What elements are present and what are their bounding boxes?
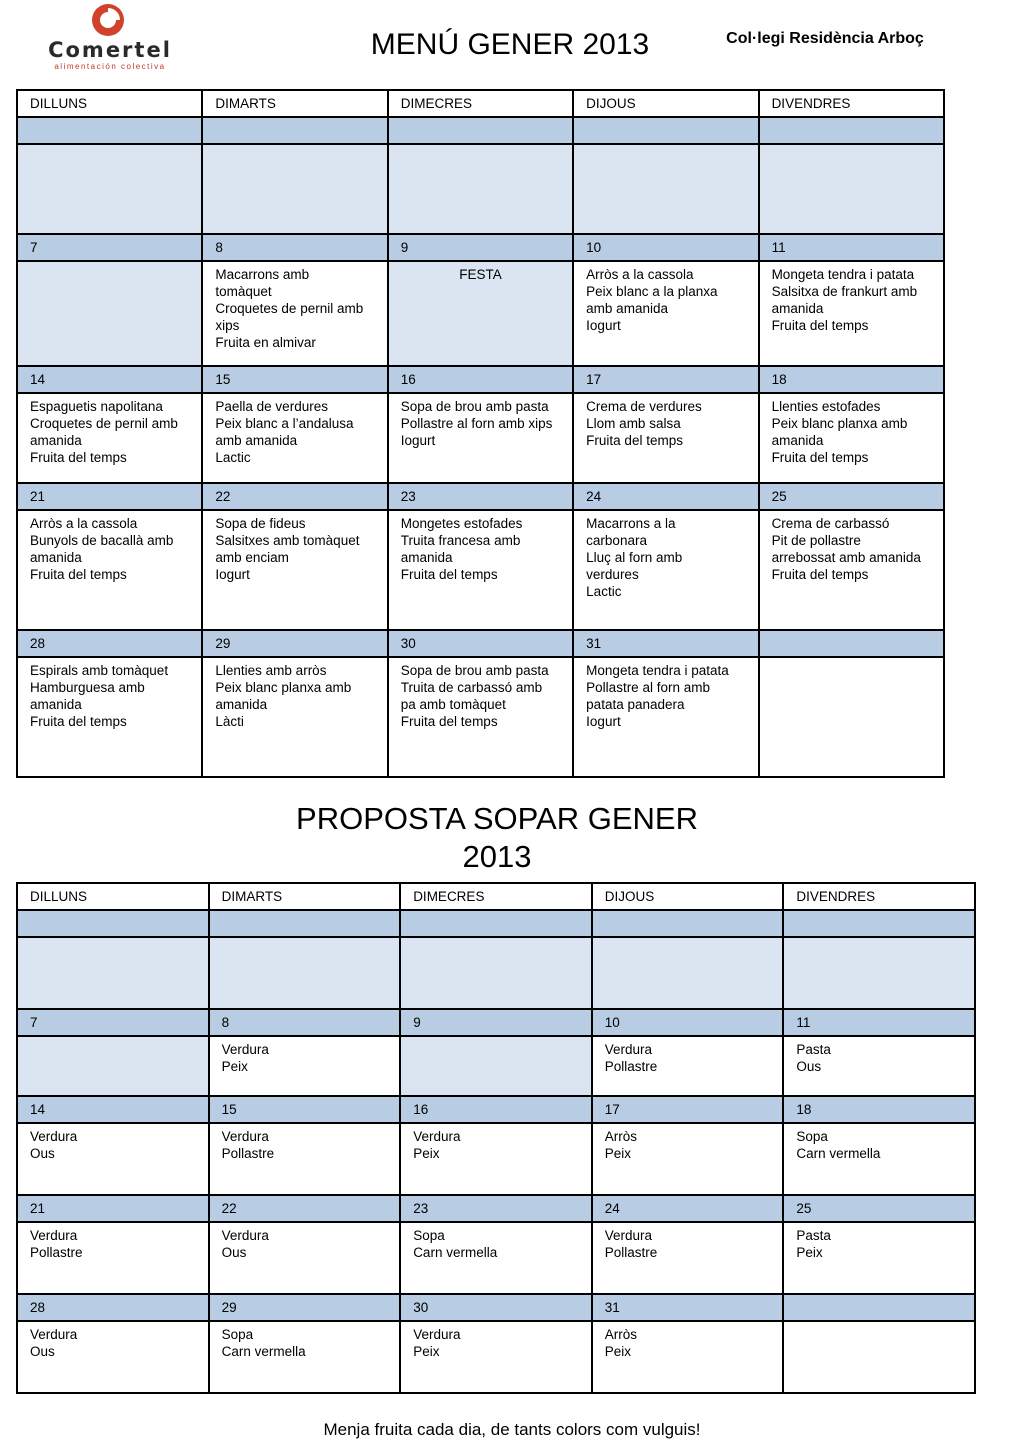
meal-row — [17, 1036, 975, 1096]
meal-cell — [573, 393, 758, 483]
meal-item: Pollastre — [604, 1245, 658, 1260]
day-header-dimarts: DIMARTS — [209, 883, 401, 910]
day-header-dilluns: DILLUNS — [17, 90, 202, 117]
meal-cell — [388, 510, 573, 630]
meal-row — [17, 1321, 975, 1393]
meal-item: Peix — [413, 1146, 440, 1161]
meal-item: Ous — [221, 1245, 247, 1260]
meal-item: pa amb tomàquet — [400, 697, 506, 712]
meal-item: Arròs — [604, 1129, 638, 1144]
meal-item: verdures — [586, 567, 639, 582]
meal-item: Làcti — [215, 714, 244, 729]
meal-item: amb enciam — [215, 550, 289, 565]
school-name: Col·legi Residència Arboç — [726, 30, 924, 47]
meal-item: Fruita del temps — [771, 567, 869, 582]
meal-item: Fruita en almivar — [215, 335, 316, 350]
date-number: 8 — [209, 1009, 401, 1036]
meal-cell — [783, 1123, 975, 1195]
date-number: 16 — [400, 1096, 592, 1123]
meal-item: amanida — [215, 697, 268, 712]
date-number: 21 — [17, 483, 202, 510]
meal-item: Macarrons amb — [215, 267, 310, 282]
meal-item: Fruita del temps — [30, 567, 127, 582]
meal-item: Peix blanc planxa amb — [215, 680, 352, 695]
day-header-dijous: DIJOUS — [573, 90, 758, 117]
meal-item: Iogurt — [215, 567, 250, 582]
day-header-dimarts: DIMARTS — [202, 90, 387, 117]
date-number: 14 — [17, 366, 202, 393]
meal-item: Sopa — [221, 1327, 254, 1342]
meal-item: Pollastre al forn amb xips — [400, 416, 553, 431]
meal-item: Lluç al forn amb — [586, 550, 683, 565]
meal-item: Pollastre — [604, 1059, 658, 1074]
meal-cell — [388, 144, 573, 234]
meal-cell — [17, 1321, 209, 1393]
meal-item: Iogurt — [400, 433, 436, 448]
meal-item: Iogurt — [586, 318, 621, 333]
date-number: 25 — [783, 1195, 975, 1222]
date-number: 7 — [17, 234, 202, 261]
date-number — [209, 910, 401, 937]
date-row — [17, 1009, 975, 1036]
meal-item: Bunyols de bacallà amb — [30, 533, 174, 548]
meal-cell — [209, 1123, 401, 1195]
meal-item: xips — [215, 318, 240, 333]
meal-item: Sopa de brou amb pasta — [400, 663, 549, 678]
meal-item: arrebossat amb amanida — [771, 550, 921, 565]
meal-cell — [783, 1321, 975, 1393]
meal-item: Fruita del temps — [771, 318, 869, 333]
meal-row — [17, 1222, 975, 1294]
date-number: 15 — [209, 1096, 401, 1123]
comertel-logo — [40, 2, 180, 72]
meal-item: Pit de pollastre — [771, 533, 861, 548]
date-number: 9 — [388, 234, 573, 261]
logo-brand: Comertel — [48, 38, 172, 62]
meal-cell — [17, 657, 202, 777]
day-header-divendres: DIVENDRES — [783, 883, 975, 910]
meal-row — [17, 657, 944, 777]
meal-cell — [400, 937, 592, 1009]
meal-row — [17, 937, 975, 1009]
meal-item: Verdura — [30, 1327, 78, 1342]
meal-item: Verdura — [413, 1129, 461, 1144]
meal-item: Croquetes de pernil amb — [215, 301, 364, 316]
meal-item: Ous — [30, 1344, 55, 1359]
meal-item: Sopa — [413, 1228, 445, 1243]
meal-cell — [17, 393, 202, 483]
meal-item: Pollastre al forn amb — [586, 680, 710, 695]
meal-item: amanida — [30, 433, 82, 448]
meal-cell — [209, 1321, 401, 1393]
meal-item: Fruita del temps — [30, 450, 127, 465]
date-number: 21 — [17, 1195, 209, 1222]
meal-cell — [573, 657, 758, 777]
meal-item: Verdura — [221, 1129, 269, 1144]
meal-cell — [400, 1036, 592, 1096]
meal-cell — [209, 1036, 401, 1096]
meal-item: Pasta — [796, 1042, 831, 1057]
day-header-row — [17, 883, 975, 910]
date-number: 28 — [17, 1294, 209, 1321]
date-number: 22 — [202, 483, 387, 510]
date-number: 15 — [202, 366, 387, 393]
meal-item: Mongeta tendra i patata — [586, 663, 729, 678]
meal-item: amb amanida — [586, 301, 668, 316]
meal-item: Truita de carbassó amb — [400, 680, 543, 695]
meal-cell — [592, 1123, 784, 1195]
date-row — [17, 1195, 975, 1222]
date-number: 31 — [592, 1294, 784, 1321]
meal-cell — [759, 510, 944, 630]
meal-item: Peix — [604, 1146, 632, 1161]
date-number: 18 — [759, 366, 944, 393]
meal-item: Peix — [221, 1059, 248, 1074]
date-row — [17, 117, 944, 144]
meal-item: Crema de carbassó — [771, 516, 890, 531]
meal-item: Pollastre — [30, 1245, 83, 1260]
meal-item: Mongetes estofades — [400, 516, 523, 531]
day-header-dijous: DIJOUS — [592, 883, 784, 910]
meal-row — [17, 144, 944, 234]
meal-cell — [573, 144, 758, 234]
day-header-divendres: DIVENDRES — [759, 90, 944, 117]
meal-item: Fruita del temps — [771, 450, 869, 465]
meal-item: Peix — [604, 1344, 632, 1359]
footer-note: Menja fruita cada dia, de tants colors com vulguis! — [323, 1420, 701, 1439]
meal-cell — [783, 937, 975, 1009]
date-number: 31 — [573, 630, 758, 657]
date-number: 30 — [388, 630, 573, 657]
meal-cell — [573, 510, 758, 630]
date-number: 8 — [202, 234, 387, 261]
meal-item: amanida — [771, 301, 824, 316]
meal-item: amanida — [30, 550, 82, 565]
meal-item: Peix — [796, 1245, 823, 1260]
meal-item: Salsitxes amb tomàquet — [215, 533, 360, 548]
meal-cell — [17, 1036, 209, 1096]
meal-item: FESTA — [459, 267, 502, 282]
meal-item: Peix blanc a l’andalusa — [215, 416, 354, 431]
meal-cell — [202, 261, 387, 366]
date-number: 23 — [388, 483, 573, 510]
meal-item: Verdura — [604, 1228, 653, 1243]
meal-cell — [17, 510, 202, 630]
meal-item: Truita francesa amb — [400, 533, 521, 548]
date-number — [400, 910, 592, 937]
meal-item: Fruita del temps — [586, 433, 683, 448]
date-number: 24 — [592, 1195, 784, 1222]
meal-item: Pasta — [796, 1228, 831, 1243]
meal-item: Verdura — [413, 1327, 461, 1342]
date-number: 17 — [573, 366, 758, 393]
date-number: 7 — [17, 1009, 209, 1036]
day-header-dilluns: DILLUNS — [17, 883, 209, 910]
date-row — [17, 910, 975, 937]
lunch-menu-table — [16, 89, 945, 778]
day-header-row — [17, 90, 944, 117]
dinner-proposal-table — [16, 882, 976, 1394]
date-number: 24 — [573, 483, 758, 510]
meal-item: Llom amb salsa — [586, 416, 681, 431]
meal-item: Fruita del temps — [30, 714, 127, 729]
meal-row — [17, 1123, 975, 1195]
meal-item: Llenties amb arròs — [215, 663, 327, 678]
meal-row — [17, 393, 944, 483]
meal-cell — [759, 657, 944, 777]
meal-cell — [759, 393, 944, 483]
date-number: 10 — [573, 234, 758, 261]
date-row — [17, 366, 944, 393]
meal-item: patata panadera — [586, 697, 685, 712]
meal-item: Sopa — [796, 1129, 828, 1144]
meal-item: Carn vermella — [221, 1344, 306, 1359]
meal-row — [17, 510, 944, 630]
meal-item: tomàquet — [215, 284, 272, 299]
date-number — [783, 910, 975, 937]
meal-item: Pollastre — [221, 1146, 275, 1161]
dinner-proposal-title — [240, 800, 754, 876]
meal-item: Verdura — [604, 1042, 653, 1057]
meal-item: Crema de verdures — [586, 399, 702, 414]
meal-cell — [388, 393, 573, 483]
meal-cell — [592, 1321, 784, 1393]
date-number: 18 — [783, 1096, 975, 1123]
date-row — [17, 483, 944, 510]
meal-cell — [400, 1123, 592, 1195]
meal-item: Hamburguesa amb — [30, 680, 145, 695]
date-row — [17, 234, 944, 261]
meal-item: amanida — [400, 550, 453, 565]
meal-item: Verdura — [30, 1228, 78, 1243]
date-number: 14 — [17, 1096, 209, 1123]
meal-item: Macarrons a la — [586, 516, 676, 531]
date-number: 16 — [388, 366, 573, 393]
meal-item: Espaguetis napolitana — [30, 399, 163, 414]
meal-item: amanida — [30, 697, 82, 712]
date-number — [759, 117, 944, 144]
meal-item: Verdura — [221, 1042, 269, 1057]
day-header-dimecres: DIMECRES — [400, 883, 592, 910]
date-number — [388, 117, 573, 144]
meal-item: Llenties estofades — [771, 399, 881, 414]
meal-item: Ous — [796, 1059, 822, 1074]
meal-item: Peix blanc a la planxa — [586, 284, 718, 299]
meal-cell — [209, 1222, 401, 1294]
meal-cell — [759, 144, 944, 234]
meal-cell — [202, 393, 387, 483]
date-number: 30 — [400, 1294, 592, 1321]
meal-cell — [209, 937, 401, 1009]
meal-item: Carn vermella — [413, 1245, 498, 1260]
meal-item: Croquetes de pernil amb — [30, 416, 178, 431]
meal-item: Lactic — [586, 584, 622, 599]
date-number: 11 — [783, 1009, 975, 1036]
meal-item: Lactic — [215, 450, 251, 465]
date-number — [17, 910, 209, 937]
meal-cell — [592, 1222, 784, 1294]
date-number: 11 — [759, 234, 944, 261]
meal-item: Peix — [413, 1344, 440, 1359]
date-number — [17, 117, 202, 144]
meal-cell — [592, 1036, 784, 1096]
meal-row — [17, 261, 944, 366]
meal-cell — [202, 657, 387, 777]
date-row — [17, 1294, 975, 1321]
meal-item: Mongeta tendra i patata — [771, 267, 915, 282]
holiday-cell — [388, 261, 573, 366]
meal-item: Espirals amb tomàquet — [30, 663, 169, 678]
meal-cell — [17, 937, 209, 1009]
meal-cell — [783, 1036, 975, 1096]
meal-item: amanida — [771, 433, 824, 448]
dinner-title-line-2: 2013 — [462, 839, 532, 874]
meal-item: amb amanida — [215, 433, 298, 448]
meal-cell — [202, 510, 387, 630]
meal-item: Sopa de brou amb pasta — [400, 399, 549, 414]
meal-cell — [17, 144, 202, 234]
date-number: 28 — [17, 630, 202, 657]
date-number: 17 — [592, 1096, 784, 1123]
meal-cell — [400, 1321, 592, 1393]
meal-item: Salsitxa de frankurt amb — [771, 284, 918, 299]
date-number: 29 — [202, 630, 387, 657]
meal-cell — [202, 144, 387, 234]
date-number: 29 — [209, 1294, 401, 1321]
date-row — [17, 630, 944, 657]
meal-item: carbonara — [586, 533, 647, 548]
meal-cell — [17, 1222, 209, 1294]
meal-item: Ous — [30, 1146, 55, 1161]
meal-cell — [17, 1123, 209, 1195]
meal-cell — [388, 657, 573, 777]
meal-item: Verdura — [221, 1228, 269, 1243]
date-number — [592, 910, 784, 937]
meal-item: Paella de verdures — [215, 399, 328, 414]
meal-item: Sopa de fideus — [215, 516, 306, 531]
date-number: 9 — [400, 1009, 592, 1036]
meal-item: Carn vermella — [796, 1146, 881, 1161]
dinner-title-line-1: PROPOSTA SOPAR GENER — [296, 801, 698, 836]
meal-cell — [573, 261, 758, 366]
meal-cell — [400, 1222, 592, 1294]
meal-cell — [759, 261, 944, 366]
comertel-logo-icon — [88, 2, 128, 40]
meal-item: Peix blanc planxa amb — [771, 416, 908, 431]
date-row — [17, 1096, 975, 1123]
date-number — [202, 117, 387, 144]
meal-item: Arròs — [604, 1327, 638, 1342]
date-number — [759, 630, 944, 657]
date-number: 25 — [759, 483, 944, 510]
meal-item: Arròs a la cassola — [586, 267, 694, 282]
date-number — [783, 1294, 975, 1321]
meal-cell — [17, 261, 202, 366]
date-number — [573, 117, 758, 144]
meal-item: Iogurt — [586, 714, 621, 729]
meal-item: Fruita del temps — [400, 567, 498, 582]
logo-tagline: alimentación colectiva — [54, 62, 166, 71]
page-title: MENÚ GENER 2013 — [370, 28, 650, 61]
meal-cell — [592, 937, 784, 1009]
meal-cell — [783, 1222, 975, 1294]
meal-item: Verdura — [30, 1129, 78, 1144]
date-number: 10 — [592, 1009, 784, 1036]
date-number: 22 — [209, 1195, 401, 1222]
meal-item: Fruita del temps — [400, 714, 498, 729]
day-header-dimecres: DIMECRES — [388, 90, 573, 117]
date-number: 23 — [400, 1195, 592, 1222]
meal-item: Arròs a la cassola — [30, 516, 138, 531]
